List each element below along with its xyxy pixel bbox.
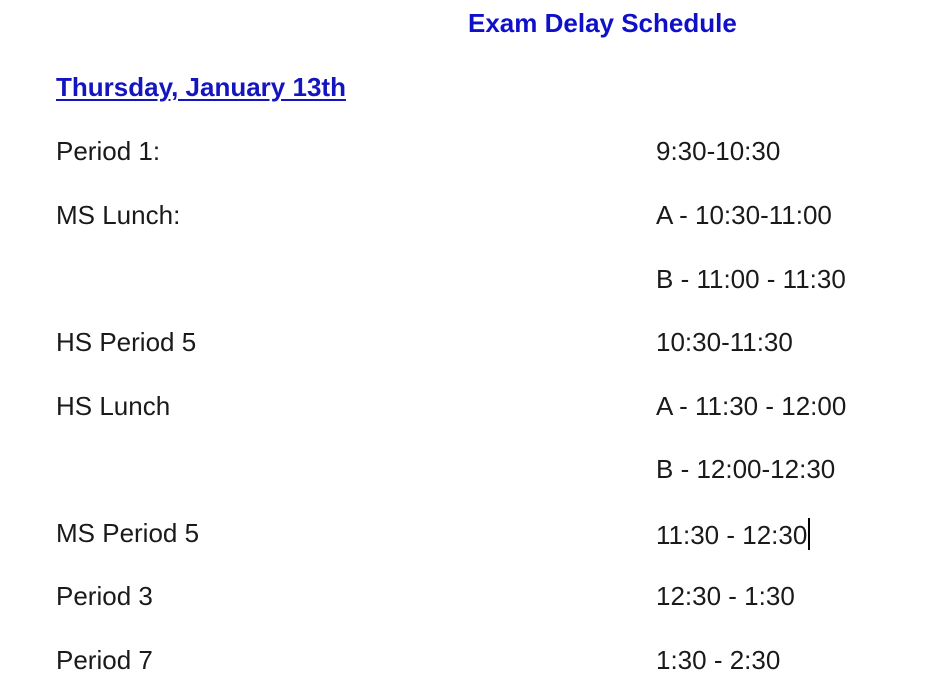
schedule-time: 12:30 - 1:30 [656,581,795,611]
schedule-row [0,391,942,425]
schedule-label: MS Lunch: [56,200,181,230]
schedule-row [0,581,942,615]
schedule-time: 10:30-11:30 [656,327,793,357]
text-cursor [808,518,810,550]
schedule-label: HS Period 5 [56,327,197,357]
schedule-time: 9:30-10:30 [656,136,781,166]
schedule-time: B - 11:00 - 11:30 [656,264,846,294]
schedule-time: B - 12:00-12:30 [656,454,836,484]
schedule-row [0,518,942,552]
schedule-time: 1:30 - 2:30 [656,645,781,675]
schedule-time-with-cursor [656,518,810,551]
schedule-label: MS Period 5 [56,518,200,548]
schedule-row [0,454,942,488]
schedule-row [0,264,942,298]
schedule-label: Period 1: [56,136,161,166]
schedule-label: Period 7 [56,645,153,675]
schedule-row [0,645,942,679]
schedule-row [0,200,942,234]
schedule-time: A - 11:30 - 12:00 [656,391,847,421]
schedule-label: HS Lunch [56,391,171,421]
schedule-time: 11:30 - 12:30 [656,520,808,550]
date-heading: Thursday, January 13th [56,72,346,102]
schedule-row [0,327,942,361]
schedule-label: Period 3 [56,581,153,611]
schedule-time: A - 10:30-11:00 [656,200,832,230]
document-title: Exam Delay Schedule [468,8,737,38]
schedule-row [0,136,942,170]
